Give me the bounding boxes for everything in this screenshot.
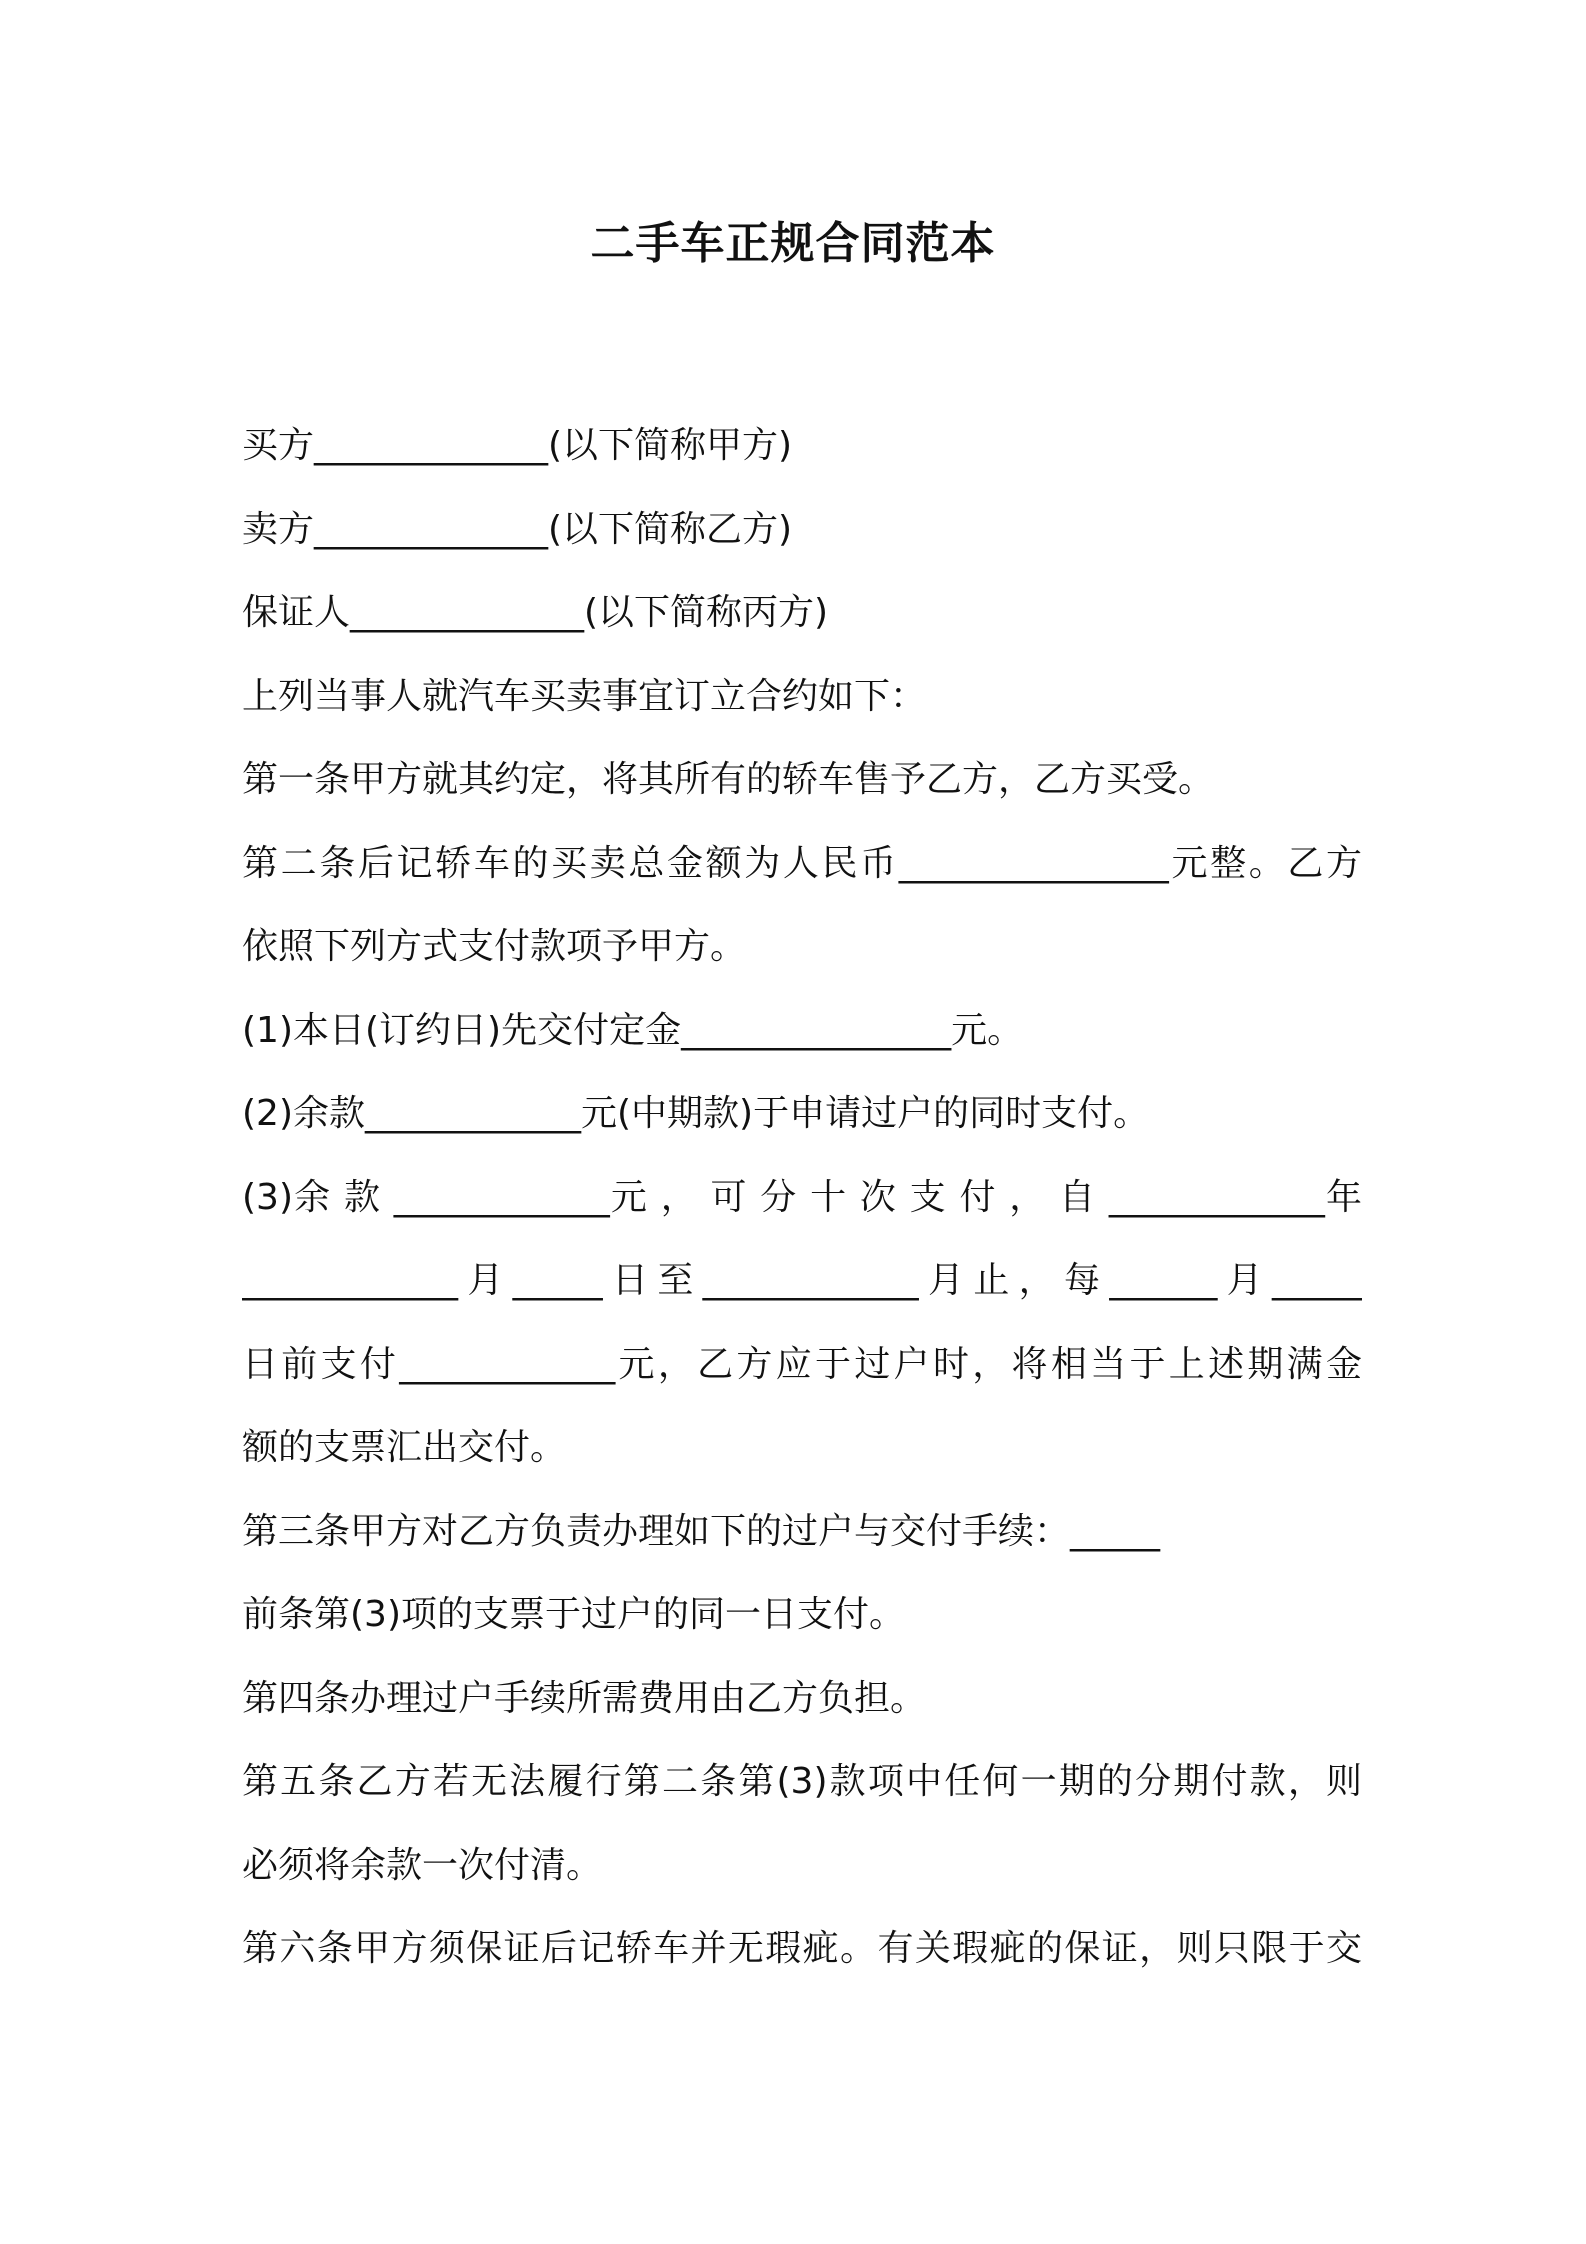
payment-item-3-line-2: ____________月_____日至____________月止，每______月_____ — [242, 1260, 1362, 1301]
article-5-line-2: 必须将余款一次付清。 — [242, 1844, 603, 1886]
article-3-line-1: 第三条甲方对乙方负责办理如下的过户与交付手续：_____ — [242, 1510, 1161, 1552]
article-4-line: 第四条办理过户手续所需费用由乙方负担。 — [242, 1677, 927, 1719]
payment-item-3-line-3: 日前支付____________元，乙方应于过户时，将相当于上述期满金 — [242, 1343, 1362, 1385]
intro-line: 上列当事人就汽车买卖事宜订立合约如下： — [242, 675, 927, 717]
payment-item-2: (2)余款____________元(中期款)于申请过户的同时支付。 — [242, 1093, 1150, 1134]
buyer-line: 买方_____________(以下简称甲方) — [242, 425, 793, 466]
payment-item-1: (1)本日(订约日)先交付定金_______________元。 — [242, 1009, 1024, 1051]
payment-item-3-line-4: 额的支票汇出交付。 — [242, 1427, 567, 1468]
article-2-line-1: 第二条后记轿车的买卖总金额为人民币_______________元整。乙方 — [242, 842, 1362, 884]
article-2-line-2: 依照下列方式支付款项予甲方。 — [242, 926, 747, 967]
seller-line: 卖方_____________(以下简称乙方) — [242, 508, 793, 550]
payment-item-3-line-1: (3)余 款 ____________元 ， 可 分 十 次 支 付 ， 自 ____________年 — [242, 1176, 1362, 1218]
article-3-line-2: 前条第(3)项的支票于过户的同一日支付。 — [242, 1594, 905, 1635]
guarantor-line: 保证人_____________(以下简称丙方) — [242, 592, 829, 633]
article-6-line-1: 第六条甲方须保证后记轿车并无瑕疵。有关瑕疵的保证，则只限于交 — [242, 1928, 1362, 1969]
article-5-line-1: 第五条乙方若无法履行第二条第(3)款项中任何一期的分期付款，则 — [242, 1761, 1362, 1802]
document-body — [242, 404, 1362, 1991]
document-title: 二手车正规合同范本 — [590, 218, 996, 269]
article-1-line: 第一条甲方就其约定，将其所有的轿车售予乙方，乙方买受。 — [242, 759, 1215, 800]
